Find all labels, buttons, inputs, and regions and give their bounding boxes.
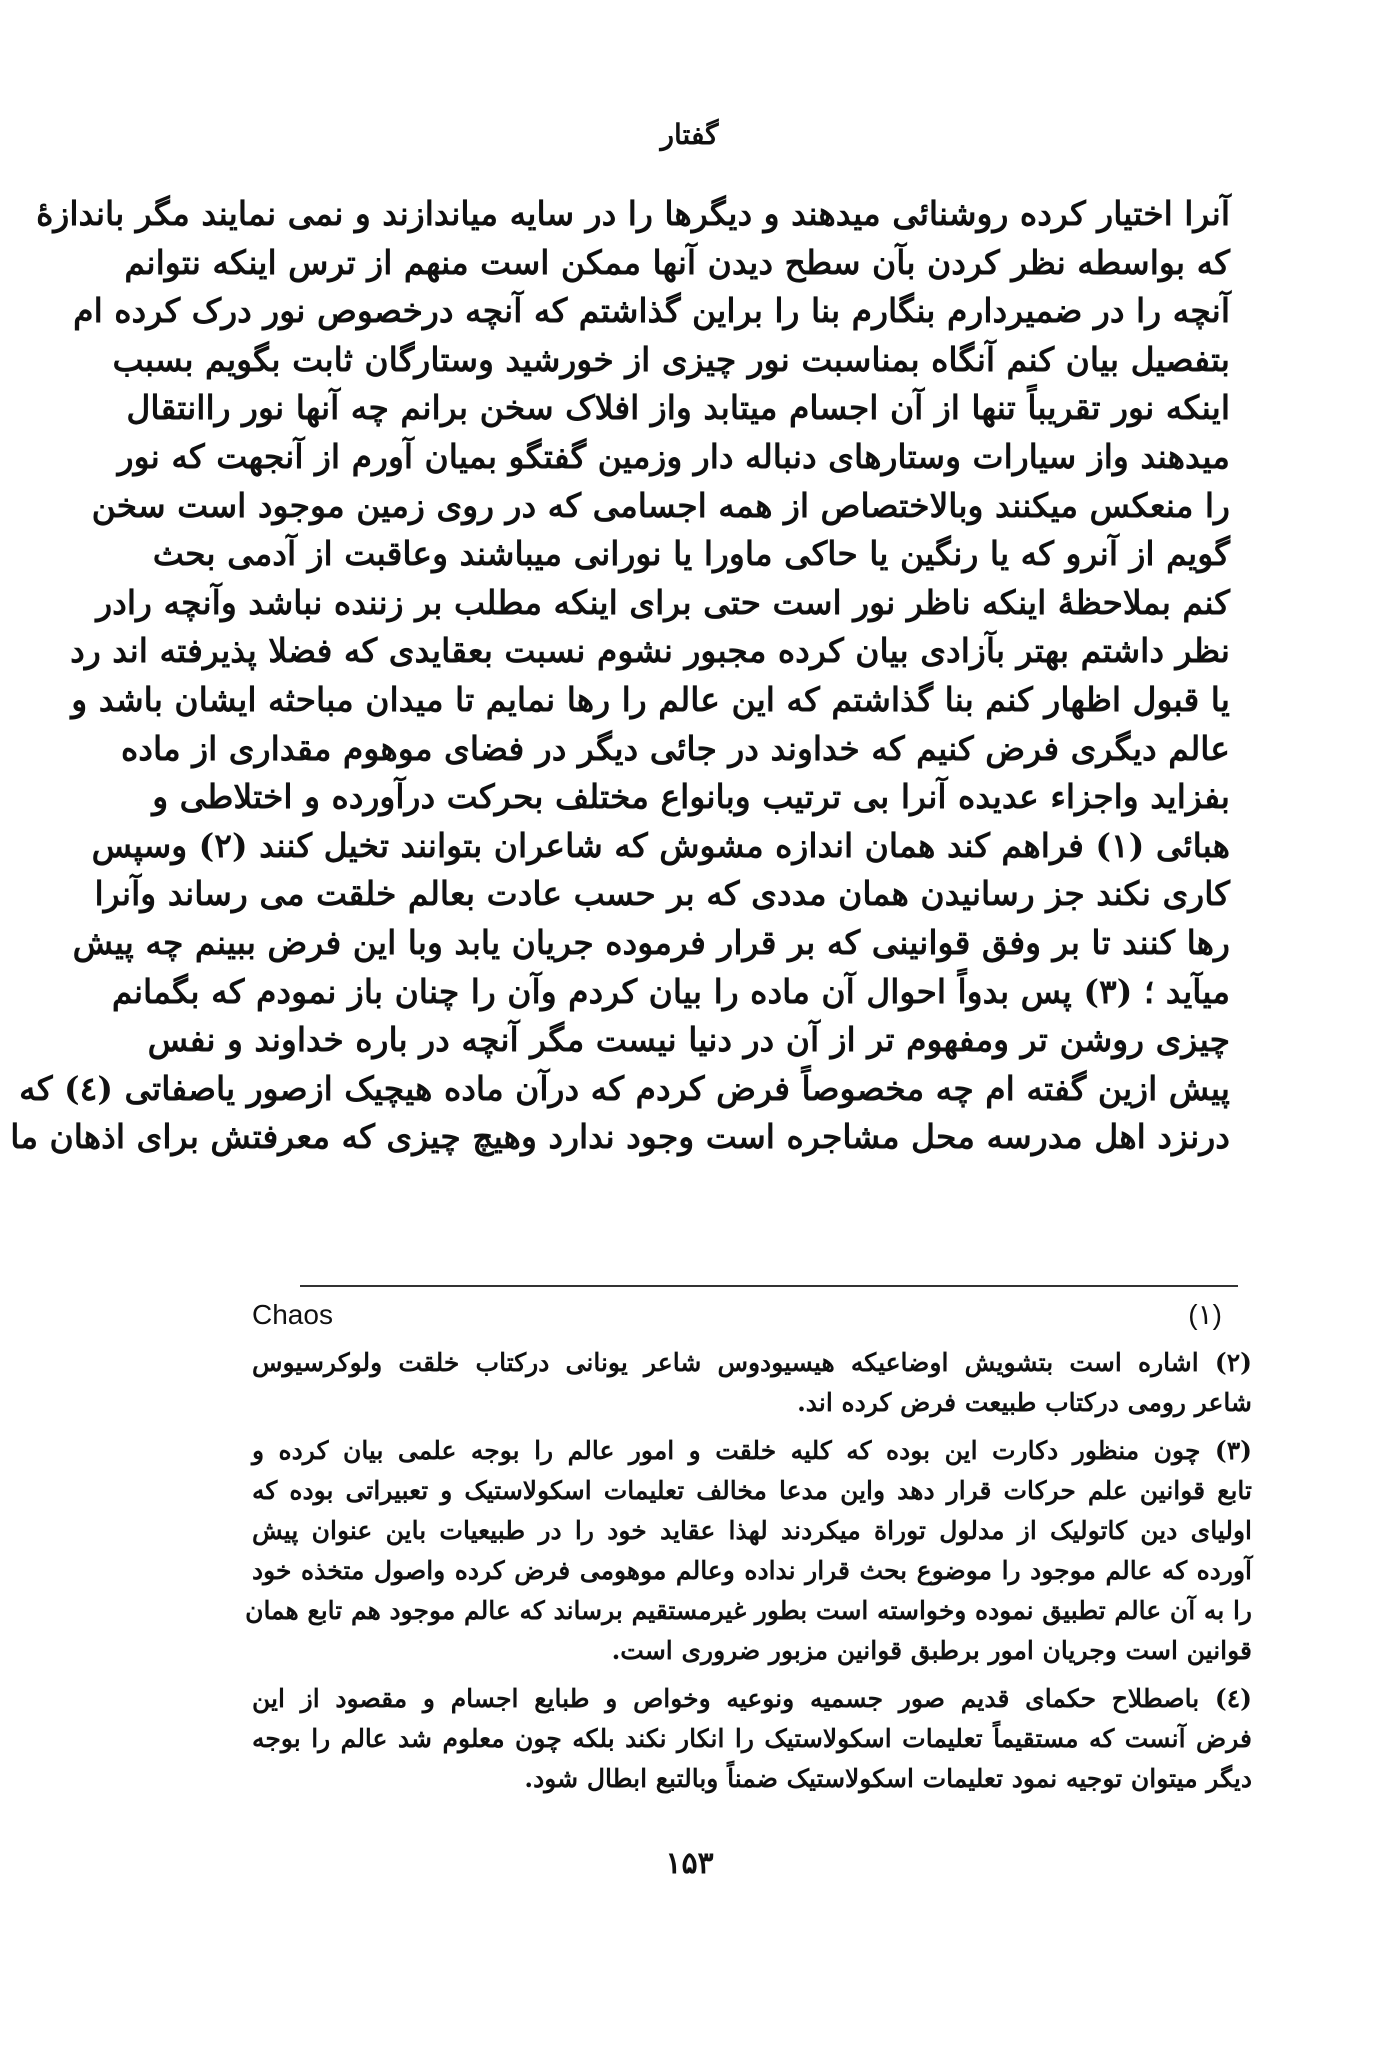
footnote-line: (٤) باصطلاح حکمای قدیم صور جسمیه ونوعیه وخواص و طبایع اجسام و مقصود از این bbox=[252, 1684, 1252, 1713]
body-line: اینکه نور تقریباً تنها از آن اجسام میتابد واز افلاک سخن برانم چه آنها نور راانتقال bbox=[126, 388, 1230, 428]
body-line: هبائی (۱) فراهم کند همان اندازه مشوش که شاعران بتوانند تخیل کنند (۲) وسپس bbox=[91, 825, 1230, 865]
footnote-line: (۲) اشاره است بتشویش اوضاعیکه هیسیودوس شاعر یونانی درکتاب خلقت ولوکرسیوس bbox=[252, 1348, 1252, 1377]
footnote-line: (۳) چون منظور دکارت این بوده که کلیه خلقت و امور عالم را بوجه علمی بیان کرده و bbox=[252, 1436, 1252, 1465]
body-line: گویم از آنرو که یا رنگین یا حاکی ماورا یا نورانی میباشند وعاقبت از آدمی بحث bbox=[152, 534, 1230, 574]
body-line: چیزی روشن تر ومفهوم تر از آن در دنیا نیست مگر آنچه در باره خداوند و نفس bbox=[147, 1020, 1230, 1060]
body-line: میآید ؛ (۳) پس بدواً احوال آن ماده را بیان کردم وآن را چنان باز نمودم که بگمانم bbox=[111, 971, 1230, 1011]
body-line: آنرا اختیار کرده روشنائی میدهند و دیگرها را در سایه میاندازند و نمی نمایند مگر باندازهٔ bbox=[36, 194, 1230, 233]
footnote-fn1 bbox=[252, 1295, 1252, 1335]
body-line: بتفصیل بیان کنم آنگاه بمناسبت نور چیزی از خورشید وستارگان ثابت بگویم بسبب bbox=[112, 339, 1230, 379]
body-line: آنچه را در ضمیردارم بنگارم بنا را براین گذاشتم که آنچه درخصوص نور درک کرده ام bbox=[73, 291, 1230, 331]
footnote-line: تابع قوانین علم حرکات قرار دهد واین مدعا مخالف تعلیمات اسکولاستیک و تعبیراتی بوده که bbox=[252, 1476, 1252, 1505]
footnote-line: شاعر رومی درکتاب طبیعت فرض کرده اند. bbox=[797, 1388, 1252, 1417]
footnote-line: را به آن عالم تطبیق نموده وخواسته است بطور غیرمستقیم برساند که عالم موجود هم تابع همان bbox=[245, 1596, 1252, 1625]
footnote-separator bbox=[300, 1285, 1238, 1287]
footnote-gap bbox=[252, 1335, 1252, 1343]
body-line: کاری نکند جز رسانیدن همان مددی که بر حسب عادت بعالم خلقت می رساند وآنرا bbox=[94, 874, 1230, 914]
body-line: که بواسطه نظر کردن بآن سطح دیدن آنها ممکن است منهم از ترس اینکه نتوانم bbox=[124, 242, 1230, 282]
footnote-fn3 bbox=[245, 1431, 1252, 1671]
running-head: گفتار bbox=[660, 118, 719, 151]
body-line: عالم دیگری فرض کنیم که خداوند در جائی دیگر در فضای موهوم مقداری از ماده bbox=[121, 728, 1230, 768]
footnote-line: دیگر میتوان توجیه نمود تعلیمات اسکولاستیک ضمناً وبالتبع ابطال شود. bbox=[524, 1764, 1252, 1793]
body-line: نظر داشتم بهتر بآزادی بیان کرده مجبور نشوم نسبت بعقایدی که فضلا پذیرفته اند رد bbox=[70, 631, 1230, 671]
body-line: بفزاید واجزاء عدیده آنرا بی ترتیب وبانواع مختلف بحرکت درآورده و اختلاطی و bbox=[152, 777, 1230, 817]
footnote-fn4 bbox=[252, 1679, 1252, 1799]
body-line: پیش ازین گفته ام چه مخصوصاً فرض کردم که درآن ماده هیچیک ازصور یاصفاتی (٤) که bbox=[19, 1068, 1230, 1108]
footnote-line: فرض آنست که مستقیماً تعلیمات اسکولاستیک را انکار نکند بلکه چون معلوم شد عالم را بوجه bbox=[252, 1724, 1252, 1753]
body-line: رها کنند تا بر وفق قوانینی که بر قرار فرموده جریان یابد وبا این فرض ببینم چه پیش bbox=[72, 922, 1230, 962]
body-line: درنزد اهل مدرسه محل مشاجره است وجود ندارد وهیچ چیزی که معرفتش برای اذهان ما bbox=[10, 1117, 1230, 1157]
body-line: کنم بملاحظهٔ اینکه ناظر نور است حتی برای اینکه مطلب بر زننده نباشد وآنچه رادر bbox=[96, 582, 1230, 622]
footnote-gap bbox=[252, 1423, 1252, 1431]
footnote-line: اولیای دین کاتولیک از مدلول توراة میکردند لهذا عقاید خود را در طبیعیات باین عنوان پیش bbox=[252, 1516, 1252, 1545]
body-line: را منعکس میکنند وبالاختصاص از همه اجسامی که در روی زمین موجود است سخن bbox=[91, 485, 1230, 525]
footnote-line: آورده که عالم موجود را موضوع بحث قرار نداده وعالم موهومی فرض کرده واصول متخذه خود bbox=[252, 1556, 1252, 1585]
footnotes bbox=[245, 1295, 1252, 1807]
footnote-line: قوانین است وجریان امور برطبق قوانین مزبور ضروری است. bbox=[611, 1636, 1252, 1665]
footnote-gap bbox=[252, 1799, 1252, 1807]
footnote-line: Chaos (۱) bbox=[252, 1299, 1222, 1330]
footnote-fn2 bbox=[252, 1343, 1252, 1423]
footnote-gap bbox=[252, 1671, 1252, 1679]
body-line: یا قبول اظهار کنم بنا گذاشتم که این عالم را رها نمایم تا میدان مباحثه ایشان باشد و bbox=[71, 679, 1230, 719]
page-number: ۱۵۳ bbox=[665, 1846, 714, 1881]
body-line: میدهند واز سیارات وستارهای دنباله دار وزمین گفتگو بمیان آورم از آنجهت که نور bbox=[117, 436, 1230, 476]
body-text bbox=[10, 190, 1230, 1162]
